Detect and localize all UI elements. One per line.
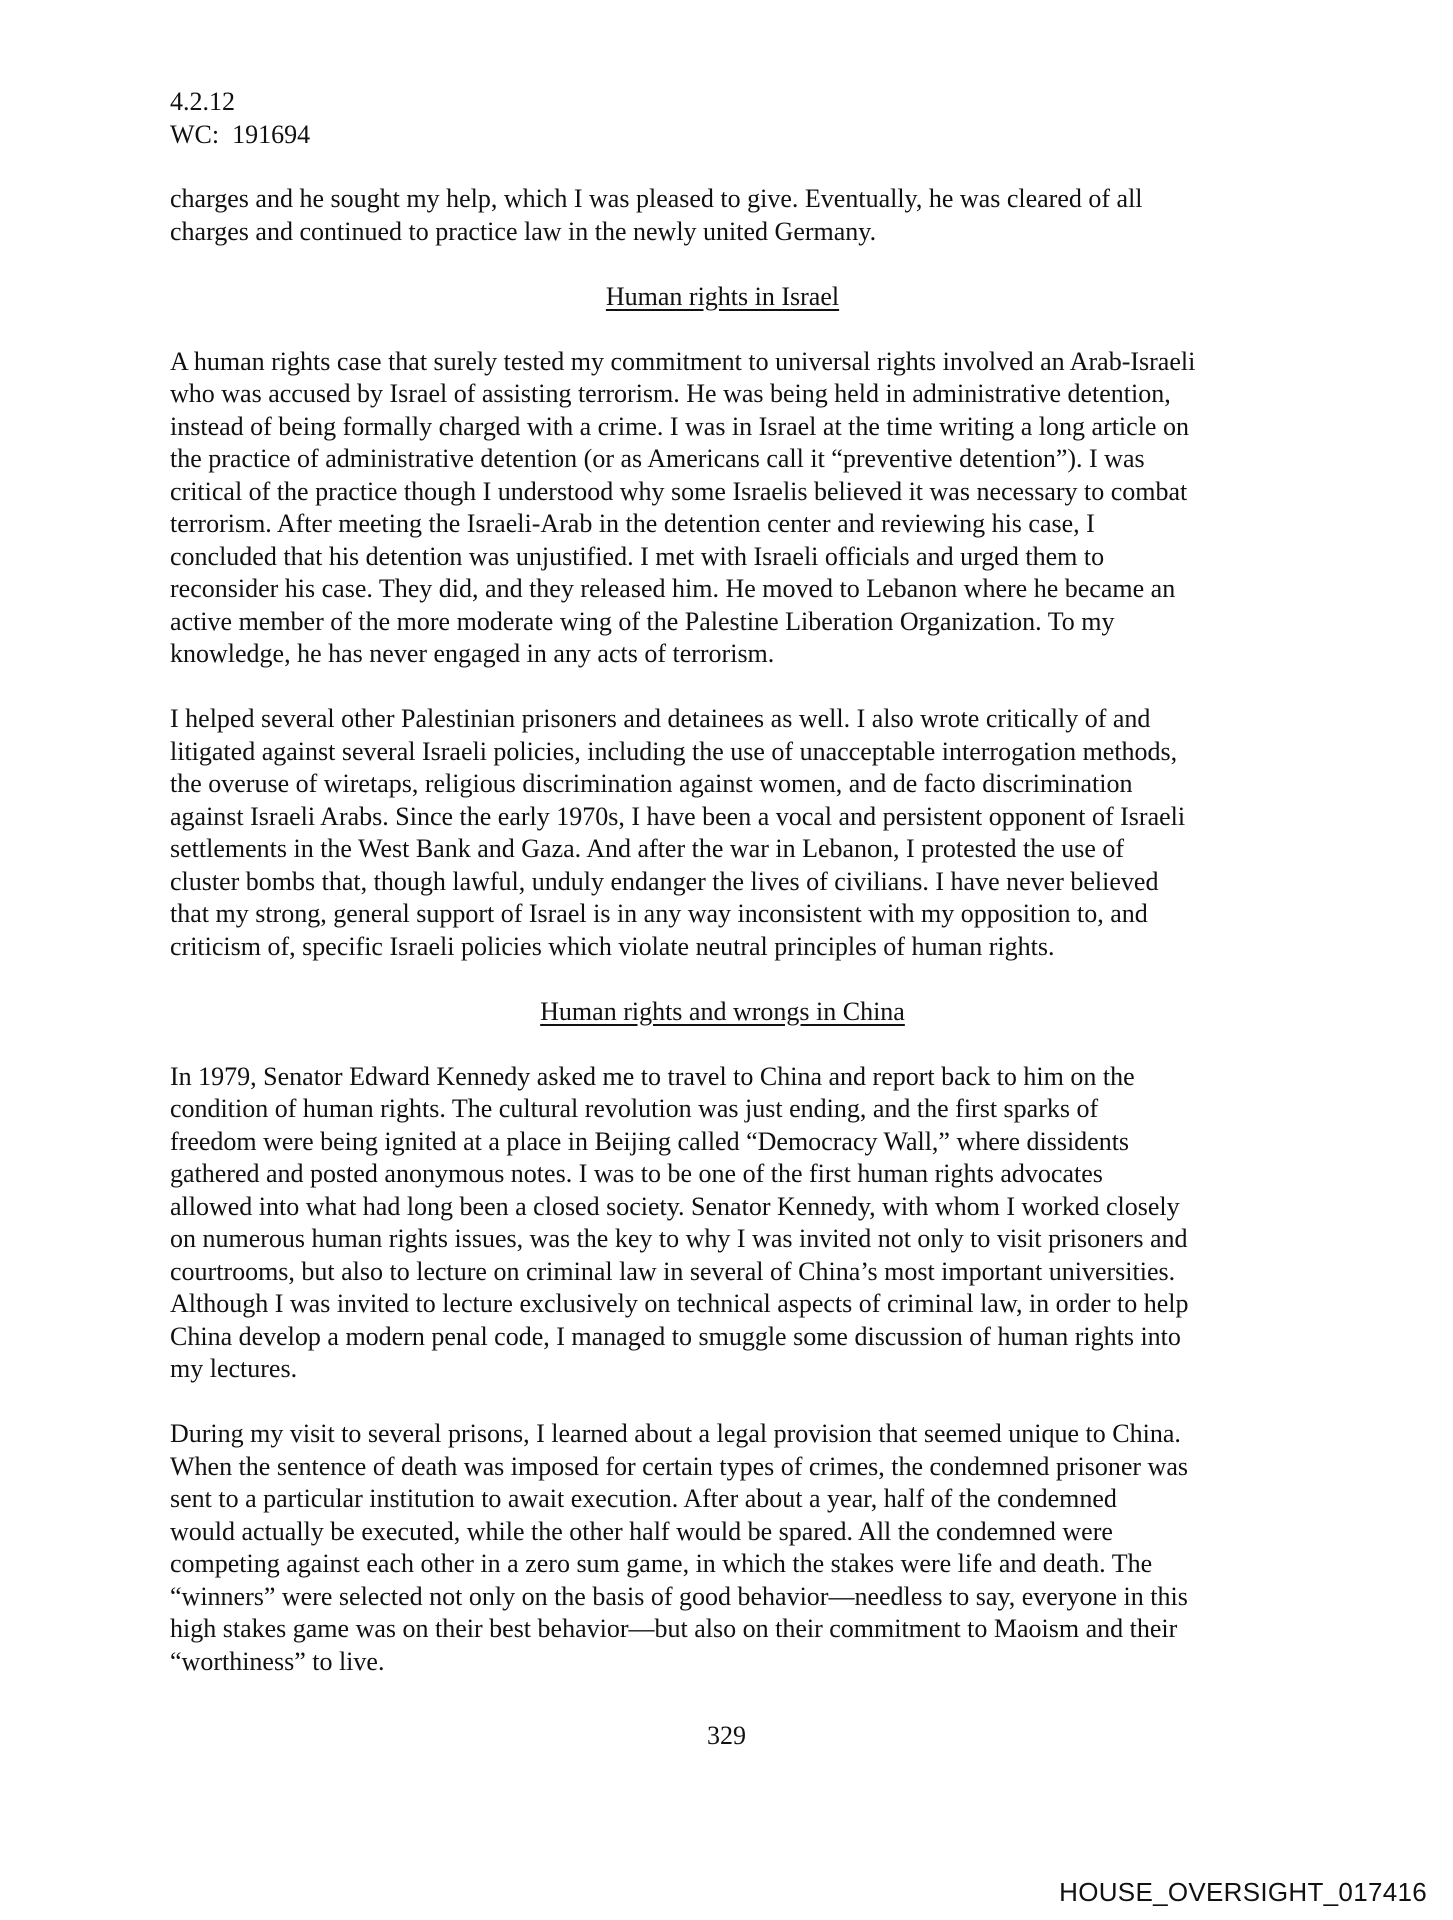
- text-line: the practice of administrative detention (or as Americans call it “preventive detention”). I was: [170, 444, 1145, 473]
- text-line: criticism of, specific Israeli policies which violate neutral principles of human rights.: [170, 931, 1055, 961]
- text-line: on numerous human rights issues, was the key to why I was invited not only to visit prisoners and: [170, 1224, 1188, 1253]
- text-line: During my visit to several prisons, I learned about a legal provision that seemed unique to China.: [170, 1419, 1181, 1448]
- text-line: litigated against several Israeli policies, including the use of unacceptable interrogation methods,: [170, 736, 1178, 766]
- text-line: against Israeli Arabs. Since the early 1970s, I have been a vocal and persistent opponent of Israeli: [170, 801, 1186, 831]
- draft-date: 4.2.12: [170, 87, 235, 116]
- text-line: Although I was invited to lecture exclusively on technical aspects of criminal law, in order to help: [170, 1289, 1189, 1318]
- text-line: courtrooms, but also to lecture on criminal law in several of China’s most important universities.: [170, 1256, 1176, 1286]
- text-line: sent to a particular institution to await execution. After about a year, half of the condemned: [170, 1484, 1117, 1513]
- text-line: China develop a modern penal code, I managed to smuggle some discussion of human rights into: [170, 1321, 1181, 1351]
- text-line: In 1979, Senator Edward Kennedy asked me to travel to China and report back to him on the: [170, 1061, 1135, 1091]
- text-line: the overuse of wiretaps, religious discrimination against women, and de facto discrimination: [170, 769, 1133, 798]
- text-line: that my strong, general support of Israel is in any way inconsistent with my opposition to, and: [170, 899, 1148, 928]
- text-line: cluster bombs that, though lawful, unduly endanger the lives of civilians. I have never believed: [170, 866, 1159, 896]
- bates-number: HOUSE_OVERSIGHT_017416: [1059, 1877, 1427, 1907]
- text-line: freedom were being ignited at a place in Beijing called “Democracy Wall,” where dissidents: [170, 1126, 1130, 1156]
- text-line: When the sentence of death was imposed for certain types of crimes, the condemned prisoner was: [170, 1451, 1188, 1481]
- text-line: gathered and posted anonymous notes. I was to be one of the first human rights advocates: [170, 1159, 1103, 1188]
- text-line: “worthiness” to live.: [170, 1646, 385, 1676]
- paragraph-kennedy-china-trip: [170, 1061, 1300, 1386]
- text-line: concluded that his detention was unjustified. I met with Israeli officials and urged them to: [170, 541, 1105, 571]
- paragraph-palestinian-prisoners: [170, 703, 1300, 963]
- text-line: A human rights case that surely tested my commitment to universal rights involved an Arab-Israeli: [170, 346, 1196, 376]
- text-line: would actually be executed, while the other half would be spared. All the condemned were: [170, 1516, 1113, 1546]
- text-line: active member of the more moderate wing of the Palestine Liberation Organization. To my: [170, 606, 1115, 636]
- text-line: reconsider his case. They did, and they released him. He moved to Lebanon where he became an: [170, 574, 1176, 603]
- section-heading-israel: Human rights in Israel: [605, 281, 840, 311]
- text-line: high stakes game was on their best behavior—but also on their commitment to Maoism and their: [170, 1614, 1178, 1643]
- text-line: “winners” were selected not only on the basis of good behavior—needless to say, everyone in this: [170, 1581, 1188, 1611]
- text-line: charges and he sought my help, which I was pleased to give. Eventually, he was cleared of all: [170, 184, 1143, 213]
- word-count: WC: 191694: [170, 119, 311, 149]
- text-line: terrorism. After meeting the Israeli-Arab in the detention center and reviewing his case, I: [170, 509, 1095, 538]
- paragraph-china-prisons: [170, 1418, 1300, 1678]
- paragraph-arab-israeli-case: [170, 346, 1300, 671]
- text-line: critical of the practice though I understood why some Israelis believed it was necessary to combat: [170, 476, 1188, 506]
- text-line: who was accused by Israel of assisting terrorism. He was being held in administrative detention,: [170, 379, 1171, 408]
- document-body: [170, 183, 1300, 1711]
- paragraph-continuation: [170, 183, 1300, 248]
- text-line: I helped several other Palestinian prisoners and detainees as well. I also wrote critically of and: [170, 704, 1151, 733]
- text-line: condition of human rights. The cultural revolution was just ending, and the first sparks of: [170, 1094, 1099, 1123]
- text-line: competing against each other in a zero sum game, in which the stakes were life and death. The: [170, 1549, 1153, 1578]
- text-line: charges and continued to practice law in the newly united Germany.: [170, 216, 877, 246]
- page-number: 329: [707, 1721, 746, 1750]
- section-heading-china: Human rights and wrongs in China: [540, 996, 905, 1026]
- text-line: instead of being formally charged with a crime. I was in Israel at the time writing a long article on: [170, 411, 1189, 441]
- text-line: my lectures.: [170, 1354, 298, 1383]
- text-line: allowed into what had long been a closed society. Senator Kennedy, with whom I worked closely: [170, 1191, 1180, 1221]
- document-header: [170, 86, 310, 151]
- text-line: settlements in the West Bank and Gaza. And after the war in Lebanon, I protested the use of: [170, 834, 1125, 863]
- text-line: knowledge, he has never engaged in any acts of terrorism.: [170, 639, 775, 668]
